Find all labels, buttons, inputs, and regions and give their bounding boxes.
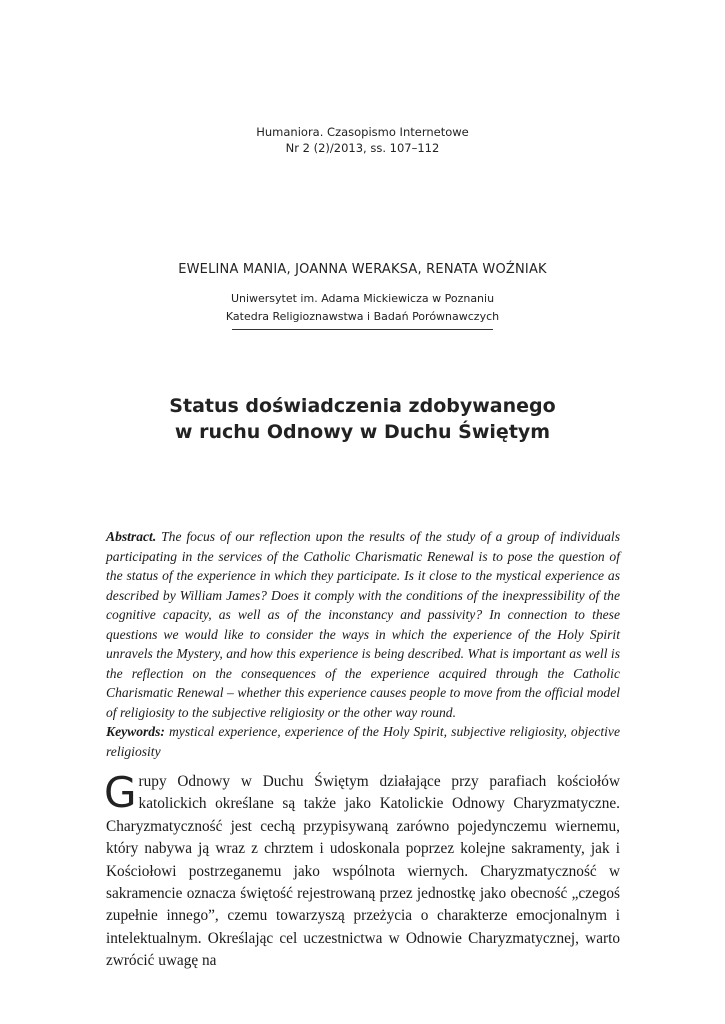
drop-cap: G [104, 768, 137, 817]
paper-title [0, 393, 725, 445]
journal-header [0, 124, 725, 156]
keywords [106, 722, 620, 761]
affiliation [0, 290, 725, 326]
journal-name: Humaniora. Czasopismo Internetowe [256, 125, 469, 139]
body-paragraph-text: rupy Odnowy w Duchu Świętym działające przy parafiach kościołów katolickich określane są także jako Katolickie Odnowy Charyzmatyczne. Charyzmatyczność jest cechą przypisywaną zarówno pojedynczemu wiernemu, który nabywa ją wraz z chrztem i udoskonala poprzez kolejne sakramenty, jak i Kościołowi postrzeganemu jako wspólnota wiernych. Charyzmatyczność w sakramencie oznacza świętość rejestrowaną przez jednostkę jako obecność „czegoś zupełnie innego”, czemu towarzyszą przeżycia o charakterze emocjonalnym i intelektualnym. Określając cel uczestnictwa w Odnowie Charyzmatycznej, warto zwrócić uwagę na [106, 773, 620, 970]
abstract [106, 527, 620, 722]
abstract-section [106, 527, 620, 761]
journal-issue: Nr 2 (2)/2013, ss. 107–112 [285, 141, 440, 155]
body-paragraph [104, 768, 620, 973]
affiliation-divider [232, 329, 493, 330]
body-text [104, 768, 620, 973]
keywords-text: mystical experience, experience of the Holy Spirit, subjective religiosity, objective religiosity [106, 724, 620, 759]
title-line-2: w ruchu Odnowy w Duchu Świętym [174, 421, 551, 443]
abstract-label: Abstract. [106, 529, 157, 544]
abstract-text: The focus of our reflection upon the results of the study of a group of individuals participating in the services of the Catholic Charismatic Renewal is to pose the question of the status of the experience in which they participate. Is it close to the mystical experience as described by William James? Does it comply with the conditions of the inexpressibility of the cognitive capacity, as well as of the inconstancy and passivity? In connection to these questions we would like to consider the ways in which the experience of the Holy Spirit unravels the Mystery, and how this experience is being described. What is important as well is the reflection on the consequences of the experience acquired through the Catholic Charismatic Renewal – whether this experience causes people to move from the official model of religiosity to the subjective religiosity or the other way round. [106, 529, 620, 720]
authors: EWELINA MANIA, JOANNA WERAKSA, RENATA WOŹNIAK [178, 262, 547, 277]
affiliation-university: Uniwersytet im. Adama Mickiewicza w Poznaniu [230, 292, 495, 305]
title-line-1: Status doświadczenia zdobywanego [169, 395, 556, 417]
affiliation-department: Katedra Religioznawstwa i Badań Porównawczych [225, 310, 500, 323]
keywords-label: Keywords: [106, 724, 165, 739]
